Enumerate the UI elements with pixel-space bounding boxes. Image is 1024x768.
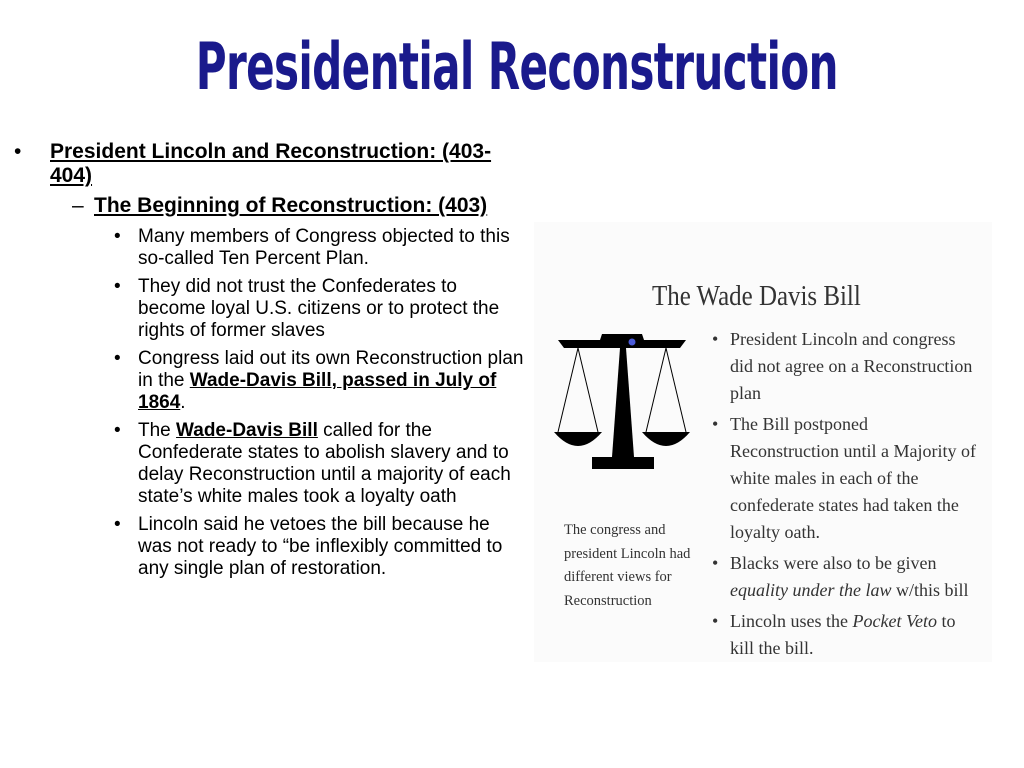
outline-level1 [0,140,530,188]
list-item: • Congress laid out its own Reconstruction plan in the Wade-Davis Bill, passed in July of 1864. [114,348,524,413]
figure-title: The Wade Davis Bill [652,280,861,312]
outline-level2 [0,194,530,218]
bullet-icon: • [114,420,121,441]
level1-heading: President Lincoln and Reconstruction: (403-404) [50,140,492,187]
figure-caption: The congress and president Lincoln had different views for Reconstruction [564,522,691,609]
dash-icon: – [72,194,84,217]
scales-of-justice-icon [552,322,692,482]
bullet-icon: • [712,611,719,631]
bullet-icon: • [712,553,719,573]
bullet-icon: • [14,140,22,163]
figure-list-item: • Lincoln uses the Pocket Veto to kill the bill. [710,608,980,662]
wade-davis-bill-term: Wade-Davis Bill [176,420,318,441]
wade-davis-link: Wade-Davis Bill, passed in July of 1864 [138,370,497,413]
wade-davis-figure [534,222,992,662]
figure-list-item: • The Bill postponed Reconstruction until a Majority of white males in each of the confederate states had taken the loyalty oath. [710,411,980,546]
figure-list-item: • Blacks were also to be given equality under the law w/this bill [710,550,980,604]
bullet-icon: • [712,414,719,434]
slide-content [0,140,530,580]
figure-list-item: • President Lincoln and congress did not agree on a Reconstruction plan [710,326,980,407]
bullet-icon: • [114,276,121,297]
list-item: • They did not trust the Confederates to become loyal U.S. citizens or to protect the rights of former slaves [114,276,500,341]
bullet-icon: • [712,329,719,349]
slide-title: Presidential Reconstruction [195,28,838,105]
bullet-icon: • [114,348,121,369]
list-item: • The Wade-Davis Bill called for the Confederate states to abolish slavery and to delay Reconstruction until a majority of each state’s white males took a loyalty oath [114,420,511,507]
figure-list [710,326,980,666]
bullet-icon: • [114,226,121,247]
bullet-icon: • [114,514,121,535]
list-item: • Lincoln said he vetoes the bill because he was not ready to “be inflexibly committed to any single plan of restoration. [114,514,503,579]
list-item: • Many members of Congress objected to this so-called Ten Percent Plan. [114,226,510,269]
level2-heading: The Beginning of Reconstruction: (403) [94,194,488,217]
